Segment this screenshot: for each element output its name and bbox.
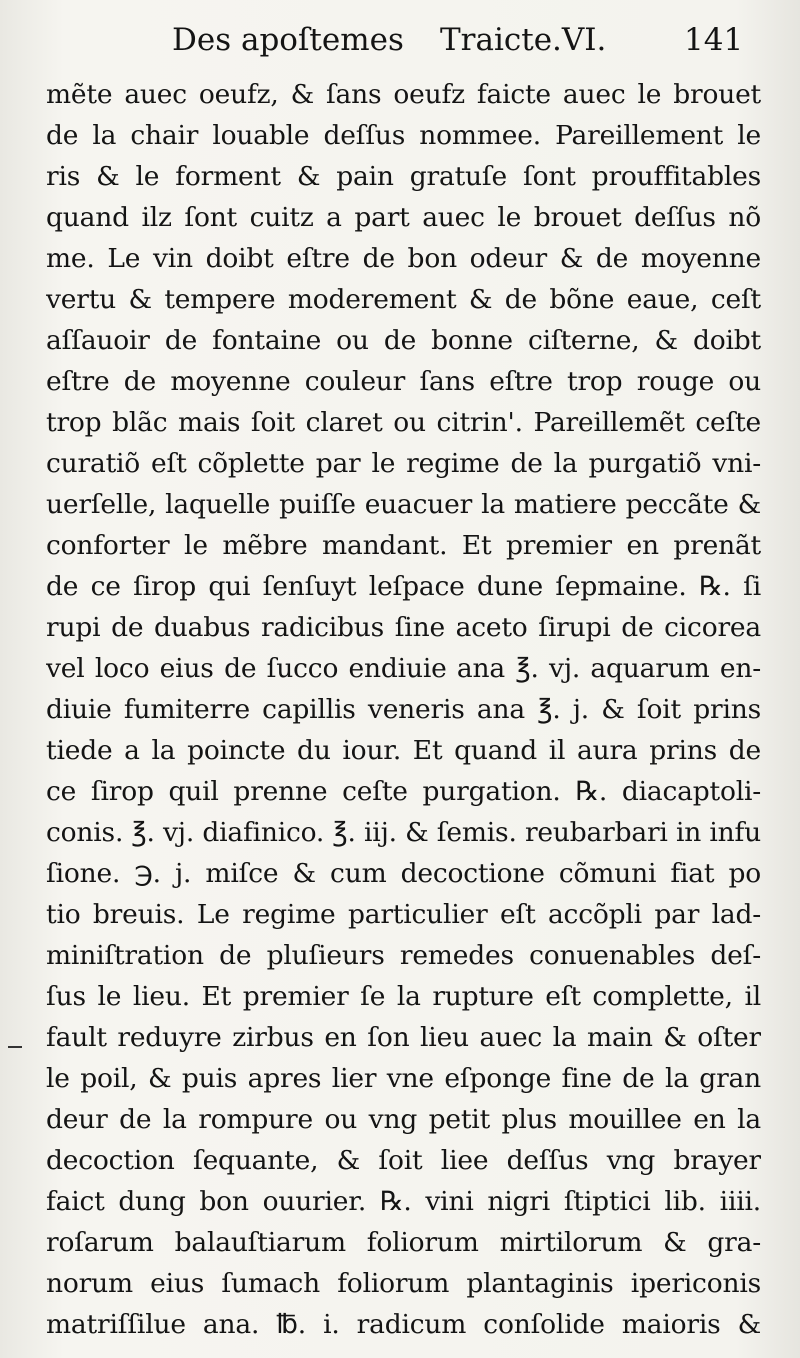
text-line: me. Le vin doibt eſtre de bon odeur & de moyenne <box>46 243 761 274</box>
text-line: eſtre de moyenne couleur ſans eſtre trop rouge ou <box>46 366 761 397</box>
text-line: conforter le mẽbre mandant. Et premier en prenãt <box>46 530 761 561</box>
text-line: deur de la rompure ou vng petit plus mouillee en la <box>46 1104 761 1135</box>
text-line: diuie fumiterre capillis veneris ana ℥. j. & ſoit prins <box>46 694 761 725</box>
text-line: rupi de duabus radicibus ſine aceto ſirupi de cicorea <box>46 612 761 643</box>
text-line: fault reduyre zirbus en ſon lieu auec la main & oſter <box>46 1022 761 1053</box>
body-text <box>46 74 761 1345</box>
text-line: tiede a la poincte du iour. Et quand il aura prins de <box>46 735 761 766</box>
text-line: quand ilz ſont cuitz a part auec le brouet deſſus nõ <box>46 202 761 233</box>
text-line: miniſtration de pluſieurs remedes conuenables deſ- <box>46 940 761 971</box>
text-line: le poil, & puis apres lier vne eſponge fine de la gran <box>46 1063 761 1094</box>
text-line: matriſſilue ana. ℔. i. radicum conſolide maioris & <box>46 1309 761 1340</box>
text-line: faict dung bon ouurier. ℞. vini nigri ſtiptici lib. iiii. <box>46 1186 761 1217</box>
text-line: ſus le lieu. Et premier ſe la rupture eſt complette, il <box>46 981 761 1012</box>
text-line: uerſelle, laquelle puiſſe euacuer la matiere peccãte & <box>46 489 761 520</box>
text-line: curatiõ eſt cõplette par le regime de la purgatiõ vni- <box>46 448 761 479</box>
text-line: tio breuis. Le regime particulier eſt accõpli par lad- <box>46 899 761 930</box>
text-line: conis. ℥. vj. diafinico. ℥. iij. & ſemis. reubarbari in infu <box>46 817 761 848</box>
text-line: decoction ſequante, & ſoit liee deſſus vng brayer <box>46 1145 761 1176</box>
text-line: vertu & tempere moderement & de bõne eaue, ceſt <box>46 284 761 315</box>
header-section-title: Des apoſtemes <box>172 22 404 58</box>
text-line: mẽte auec oeufz, & ſans oeufz faicte auec le brouet <box>46 79 761 110</box>
text-line: ce ſirop quil prenne ceſte purgation. ℞. diacaptoli- <box>46 776 761 807</box>
text-line: trop blãc mais ſoit claret ou citrin'. Pareillemẽt ceſte <box>46 407 761 438</box>
text-line: ris & le forment & pain gratuſe ſont prouffitables <box>46 161 761 192</box>
text-line: de ce ſirop qui ſenſuyt leſpace dune ſepmaine. ℞. ſi <box>46 571 761 602</box>
page-number: 141 <box>684 22 744 58</box>
text-line: ſione. ℈. j. miſce & cum decoctione cõmuni fiat po <box>46 858 761 889</box>
text-line: vel loco eius de ſucco endiuie ana ℥. vj. aquarum en- <box>46 653 761 684</box>
margin-dash-mark <box>8 1046 22 1048</box>
header-treatise-number: Traicte.VI. <box>440 22 607 58</box>
text-line: roſarum balauſtiarum foliorum mirtilorum & gra- <box>46 1227 761 1258</box>
text-line: de la chair louable deſſus nommee. Pareillement le <box>46 120 761 151</box>
running-header <box>0 22 800 66</box>
text-line: norum eius ſumach foliorum plantaginis ipericonis <box>46 1268 761 1299</box>
text-line: aſſauoir de fontaine ou de bonne ciſterne, & doibt <box>46 325 761 356</box>
